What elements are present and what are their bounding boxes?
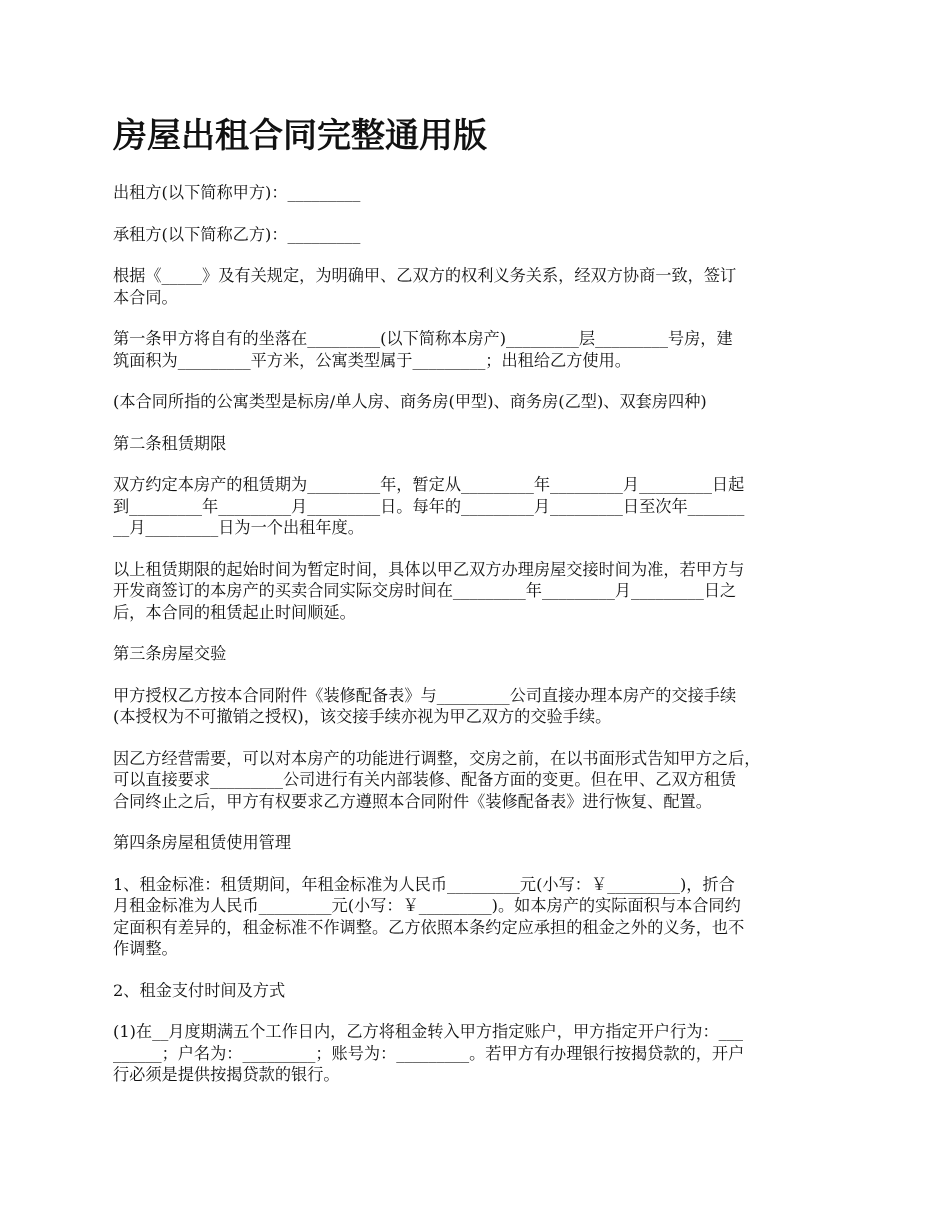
lease-term-paragraph: 双方约定本房产的租赁期为_________年，暂定从_________年_________月_________日起 到_________年_________月_________日。每年的_________月_________日至次年_______ __月_________日为一个出租年度。 [113, 475, 745, 537]
handover-paragraph: 甲方授权乙方按本合同附件《装修配备表》与_________公司直接办理本房产的交接手续 (本授权为不可撤销之授权)，该交接手续亦视为甲乙双方的交验手续。 [113, 685, 737, 726]
article-2-heading: 第二条租赁期限 [113, 433, 227, 453]
rent-payment-paragraph: (1)在__月度期满五个工作日内，乙方将租金转入甲方指定账户，甲方指定开户行为：___ ______；户名为：_________；账号为：_________。若甲方有办理银行按揭贷款的，开户 行必须是提供按揭贷款的银行。 [113, 1022, 745, 1084]
apartment-type-note: (本合同所指的公寓类型是标房/单人房、商务房(甲型)、商务房(乙型)、双套房四种) [113, 392, 707, 411]
lease-start-paragraph: 以上租赁期限的起始时间为暂定时间，具体以甲乙双方办理房屋交接时间为准，若甲方与 开发商签订的本房产的买卖合同实际交房时间在_________年_________月_________日之 后，本合同的租赁起止时间顺延。 [113, 559, 745, 622]
document-title: 房屋出租合同完整通用版 [113, 116, 487, 156]
party-a-line: 出租方(以下简称甲方)：_________ [113, 183, 361, 202]
party-b-line: 承租方(以下简称乙方)：_________ [113, 224, 361, 244]
preamble-paragraph: 根据《_____》及有关规定，为明确甲、乙双方的权利义务关系，经双方协商一致，签订 本合同。 [113, 266, 737, 307]
article-1-paragraph: 第一条甲方将自有的坐落在_________(以下简称本房产)_________层_________号房，建 筑面积为_________平方米，公寓类型属于_________；出租给乙方使用。 [113, 329, 733, 370]
article-4-heading: 第四条房屋租赁使用管理 [113, 833, 292, 852]
rent-standard-paragraph: 1、租金标准：租赁期间，年租金标准为人民币_________元(小写：￥_________)，折合 月租金标准为人民币_________元(小写：￥_________)。如本房产的实际面积与本合同约 定面积有差异的，租金标准不作调整。乙方依照本条约定应承担的租金之外的义务，也不 作调整。 [113, 874, 745, 958]
rent-payment-heading: 2、租金支付时间及方式 [113, 980, 286, 1000]
document-body [113, 182, 839, 1106]
article-3-heading: 第三条房屋交验 [113, 644, 227, 663]
adjustment-paragraph: 因乙方经营需要，可以对本房产的功能进行调整，交房之前，在以书面形式告知甲方之后， 可以直接要求_________公司进行有关内部装修、配备方面的变更。但在甲、乙双方租赁 合同终止之后，甲方有权要求乙方遵照本合同附件《装修配备表》进行恢复、配置。 [113, 748, 761, 811]
